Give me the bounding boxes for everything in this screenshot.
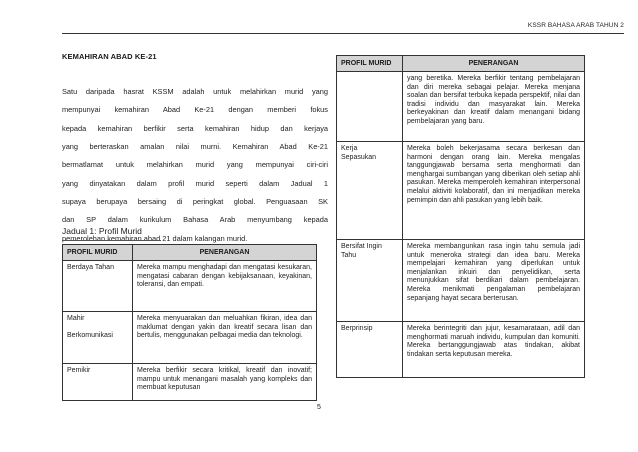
profile-table-right (336, 55, 585, 378)
table-caption: Jadual 1: Profil Murid (62, 226, 142, 236)
description-cell: Mereka boleh bekerjasama secara berkesan dan harmoni dengan orang lain. Mereka mengalas tanggungjawab bersama serta menghormati dan menghargai sumbangan yang diberikan oleh setiap ahli pasukan. Mereka memperoleh kemahiran interpersonal melalui aktiviti kolaboratif, dan ini menjadikan mereka pemimpin dan ahli pasukan yang lebih baik. (403, 142, 585, 240)
profile-line: Bersifat Ingin (341, 243, 382, 250)
table-header-row (63, 245, 317, 261)
table-row (63, 312, 317, 364)
left-column (62, 52, 328, 248)
section-title: KEMAHIRAN ABAD KE-21 (62, 52, 157, 61)
paragraph-line: supaya berupaya bersaing di peringkat global. Penguasaan SK (62, 197, 328, 207)
section-paragraph (62, 83, 328, 248)
header-description: PENERANGAN (133, 245, 317, 261)
table-row (63, 364, 317, 401)
table-row (337, 72, 585, 142)
caption-underline (62, 240, 161, 241)
profile-cell: Berdaya Tahan (63, 261, 133, 312)
header-profile: PROFIL MURID (337, 56, 403, 72)
paragraph-line: pemerolehan kemahiran abad 21 dalam kalangan murid. (62, 233, 248, 243)
running-header: KSSR BAHASA ARAB TAHUN 2 (527, 22, 624, 29)
table-row (337, 322, 585, 378)
paragraph-line: yang dinyatakan dalam profil murid seperti dalam Jadual 1 (62, 178, 328, 188)
header-profile: PROFIL MURID (63, 245, 133, 261)
header-rule (62, 33, 624, 34)
description-cell: Mereka menyuarakan dan meluahkan fikiran, idea dan maklumat dengan yakin dan kreatif secara lisan dan bertulis, menggunakan pelbagai media dan teknologi. (133, 312, 317, 364)
paragraph-line: dan SP dalam kurikulum Bahasa Arab menyumbang kepada (62, 215, 328, 225)
profile-cell (63, 312, 133, 364)
paragraph-line: bermatlamat untuk melahirkan murid yang mempunyai ciri-ciri (62, 160, 328, 170)
profile-line: Berkomunikasi (67, 331, 113, 339)
profile-cell: Berprinsip (337, 322, 403, 378)
description-cell: Mereka mampu menghadapi dan mengatasi kesukaran, mengatasi cabaran dengan kebijaksanaan, keyakinan, toleransi, dan empati. (133, 261, 317, 312)
profile-cell (337, 240, 403, 322)
table-row (337, 142, 585, 240)
paragraph-line: Satu daripada hasrat KSSM adalah untuk melahirkan murid yang (62, 87, 328, 96)
profile-line: Mahir (67, 315, 85, 322)
paragraph-line: kepada kemahiran berfikir serta kemahiran hidup dan kerjaya (62, 123, 328, 133)
table-row (63, 261, 317, 312)
table-row (337, 240, 585, 322)
description-cell: Mereka membangunkan rasa ingin tahu semula jadi untuk meneroka strategi dan idea baru. Mereka mempelajari kemahiran yang diperlukan untuk menjalankan inkuiri dan penyelidikan, serta menunjukkan sifat berdikari dalam pembelajaran. Mereka menikmati pengalaman pembelajaran sepanjang hayat secara berterusan. (403, 240, 585, 322)
description-cell: Mereka berfikir secara kritikal, kreatif dan inovatif; mampu untuk menangani masalah yang kompleks dan membuat keputusan (133, 364, 317, 401)
description-cell: yang beretika. Mereka berfikir tentang pembelajaran dan diri mereka sebagai pelajar. Mereka menjana soalan dan bersifat terbuka kepada perspektif, nilai dan tradisi individu dan masyarakat lain. Mereka berkeyakinan dan kreatif dalam menangani bidang pembelajaran yang baru. (403, 72, 585, 142)
description-cell: Mereka berintegriti dan jujur, kesamarataan, adil dan menghormati maruah individu, kumpulan dan komuniti. Mereka bertanggungjawab atas tindakan, akibat tindakan serta keputusan mereka. (403, 322, 585, 378)
paragraph-line: mempunyai kemahiran Abad Ke-21 dengan memberi fokus (62, 105, 328, 115)
paragraph-line: yang berteraskan amalan nilai murni. Kemahiran Abad Ke-21 (62, 142, 328, 152)
profile-cell: Pemikir (63, 364, 133, 401)
page-number: 5 (317, 404, 321, 411)
profile-table-left (62, 244, 317, 401)
profile-cell (337, 142, 403, 240)
header-description: PENERANGAN (403, 56, 585, 72)
profile-cell (337, 72, 403, 142)
table-header-row (337, 56, 585, 72)
profile-line: Tahu (341, 251, 357, 259)
profile-line: Kerja (341, 145, 358, 152)
profile-line: Sepasukan (341, 153, 377, 161)
